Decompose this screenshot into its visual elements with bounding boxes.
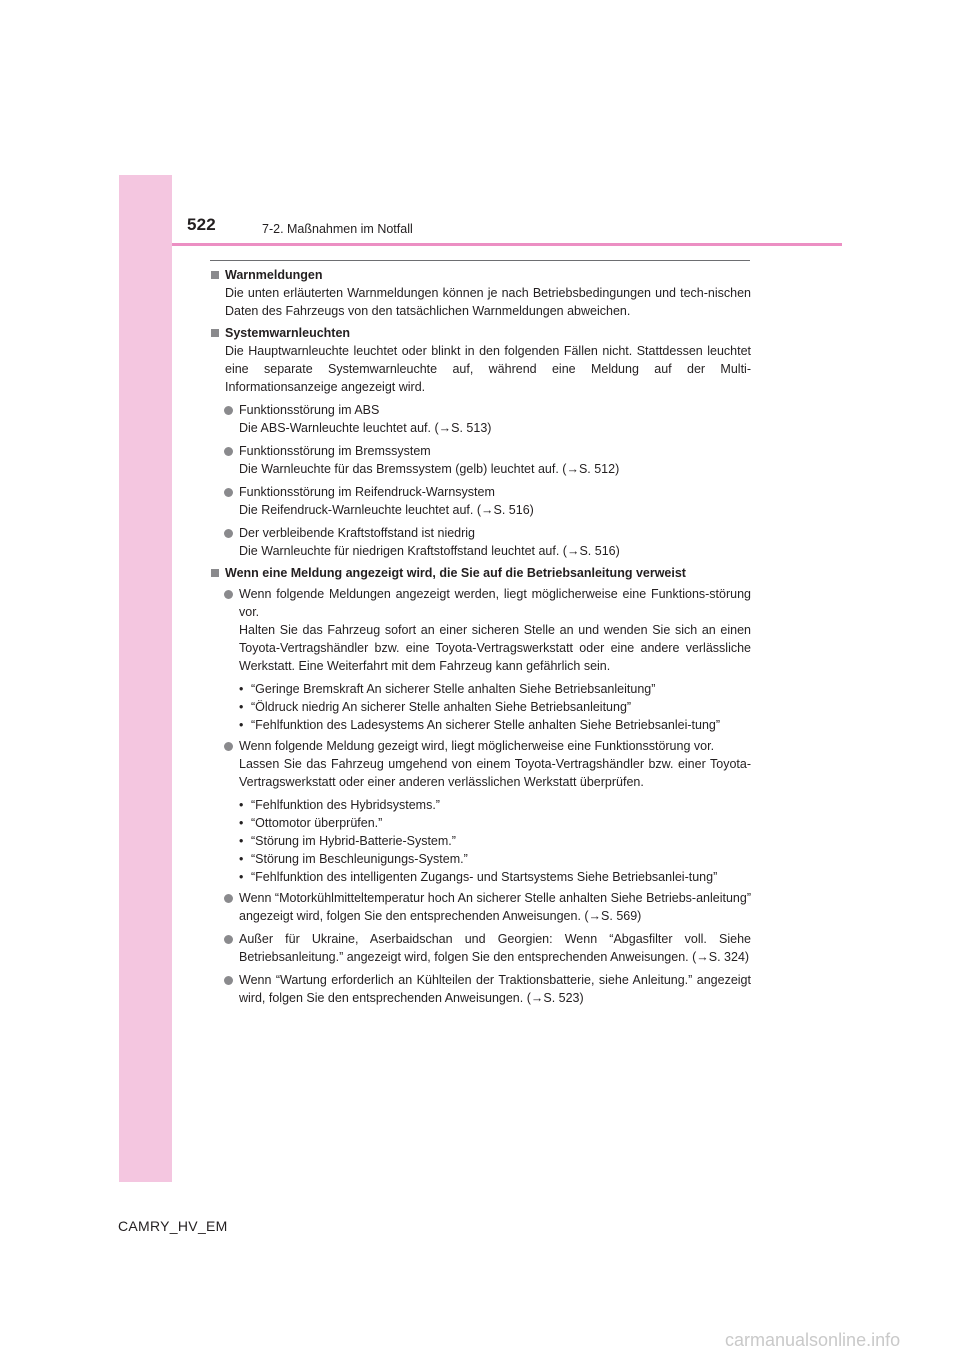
circle-bullet-icon <box>224 529 233 538</box>
message-item: • “Geringe Bremskraft An sicherer Stelle anhalten Siehe Betriebsanleitung” <box>239 680 751 698</box>
paragraph: Die unten erläuterten Warnmeldungen können je nach Betriebsbedingungen und tech-nischen Daten des Fahrzeugs von den tatsächlichen Warnmeldungen abweichen. <box>225 286 751 318</box>
circle-bullet-icon <box>224 894 233 903</box>
item-text: Die Warnleuchte für das Bremssystem (gelb) leuchtet auf. (→S. 512) <box>239 462 620 476</box>
item-text: Halten Sie das Fahrzeug sofort an einer sicheren Stelle an und wenden Sie sich an einen Toyota-Vertragshändler bzw. eine Toyota-Vertragswerkstatt oder eine andere verlässliche Werkstatt. Eine Weiterfahrt mit dem Fahrzeug kann gefährlich sein. <box>239 623 751 673</box>
circle-bullet-icon <box>224 488 233 497</box>
page-number: 522 <box>187 215 216 234</box>
heading-meldung-betriebsanleitung <box>210 564 751 582</box>
item-title: Der verbleibende Kraftstoffstand ist niedrig <box>239 526 476 540</box>
content-rule <box>210 260 750 261</box>
list-item <box>210 930 751 966</box>
heading-text: Wenn eine Meldung angezeigt wird, die Sie auf die Betriebsanleitung verweist <box>225 566 686 580</box>
item-text: Die Reifendruck-Warnleuchte leuchtet auf. (→S. 516) <box>239 503 534 517</box>
watermark: carmanualsonline.info <box>725 1330 901 1350</box>
heading-text: Systemwarnleuchten <box>225 326 351 340</box>
message-item: • “Fehlfunktion des intelligenten Zugangs- und Startsystems Siehe Betriebsanlei-tung” <box>239 868 751 886</box>
circle-bullet-icon <box>224 447 233 456</box>
heading-systemwarnleuchten <box>210 324 751 342</box>
paragraph: Die Hauptwarnleuchte leuchtet oder blinkt in den folgenden Fällen nicht. Stattdessen leuchtet eine separate Systemwarnleuchte auf, während eine Meldung auf der Multi-Informationsanzeige angezeigt wird. <box>225 344 751 394</box>
list-item <box>210 585 751 675</box>
item-text: Wenn folgende Meldungen angezeigt werden, liegt möglicherweise eine Funktions-störung vor. <box>239 587 751 619</box>
message-item: • “Öldruck niedrig An sicherer Stelle anhalten Siehe Betriebsanleitung” <box>239 698 751 716</box>
model-code: CAMRY_HV_EM <box>118 1218 228 1234</box>
item-title: Funktionsstörung im Reifendruck-Warnsystem <box>239 485 495 499</box>
item-text: Wenn “Wartung erforderlich an Kühlteilen der Traktionsbatterie, siehe Anleitung.” angezeigt wird, folgen Sie den entsprechenden Anweisungen. (→S. 523) <box>239 973 751 1005</box>
page-content <box>210 266 751 1007</box>
item-text: Wenn “Motorkühlmitteltemperatur hoch An sicherer Stelle anhalten Siehe Betriebs-anleitung” angezeigt wird, folgen Sie den entsprechenden Anweisungen. (→S. 569) <box>239 891 751 923</box>
section-title: 7-2. Maßnahmen im Notfall <box>262 222 413 236</box>
message-item: • “Ottomotor überprüfen.” <box>239 814 751 832</box>
message-item: • “Fehlfunktion des Hybridsystems.” <box>239 796 751 814</box>
message-item: • “Störung im Beschleunigungs-System.” <box>239 850 751 868</box>
circle-bullet-icon <box>224 935 233 944</box>
message-item: • “Fehlfunktion des Ladesystems An sicherer Stelle anhalten Siehe Betriebsanlei-tung” <box>239 716 751 734</box>
list-item <box>210 524 751 560</box>
heading-text: Warnmeldungen <box>225 268 323 282</box>
list-item <box>210 971 751 1007</box>
heading-warnmeldungen <box>210 266 751 284</box>
item-text: Die Warnleuchte für niedrigen Kraftstoffstand leuchtet auf. (→S. 516) <box>239 544 620 558</box>
list-item <box>210 889 751 925</box>
item-text: Außer für Ukraine, Aserbaidschan und Georgien: Wenn “Abgasfilter voll. Siehe Betriebsanleitung.” angezeigt wird, folgen Sie den entsprechenden Anweisungen. (→S. 324) <box>239 932 751 964</box>
list-item <box>210 442 751 478</box>
list-item <box>210 401 751 437</box>
circle-bullet-icon <box>224 976 233 985</box>
item-text: Wenn folgende Meldung gezeigt wird, liegt möglicherweise eine Funktionsstörung vor. <box>239 739 715 753</box>
item-title: Funktionsstörung im Bremssystem <box>239 444 431 458</box>
message-list <box>239 680 751 734</box>
item-title: Funktionsstörung im ABS <box>239 403 380 417</box>
side-color-band <box>119 175 172 1182</box>
list-item <box>210 737 751 791</box>
list-item <box>210 483 751 519</box>
message-item: • “Störung im Hybrid-Batterie-System.” <box>239 832 751 850</box>
item-text: Die ABS-Warnleuchte leuchtet auf. (→S. 513) <box>239 421 492 435</box>
square-bullet-icon <box>211 271 219 279</box>
circle-bullet-icon <box>224 590 233 599</box>
square-bullet-icon <box>211 569 219 577</box>
message-list <box>239 796 751 886</box>
circle-bullet-icon <box>224 406 233 415</box>
header-rule <box>172 243 842 246</box>
square-bullet-icon <box>211 329 219 337</box>
circle-bullet-icon <box>224 742 233 751</box>
item-text: Lassen Sie das Fahrzeug umgehend von einem Toyota-Vertragshändler bzw. einer Toyota-Vertragswerkstatt oder einer anderen verlässlichen Werkstatt überprüfen. <box>239 757 751 789</box>
